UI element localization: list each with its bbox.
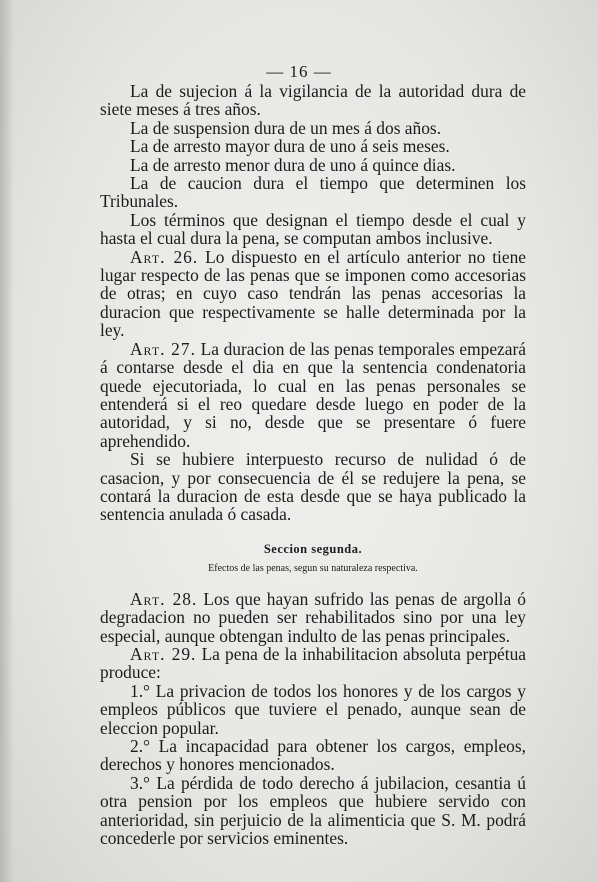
paragraph <box>100 174 526 211</box>
article-label: Art. 28. <box>130 588 198 609</box>
paragraph-text: La duracion de las penas temporales empezará á contarse desde el dia en que la sentencia condenatoria quede ejecutoriada, lo cual en las penas personales se entenderá si el reo quedare desde luego en poder de la autoridad, y si no, desde que se presentare ó fuere aprehendido. <box>100 338 526 451</box>
paragraph <box>100 156 526 174</box>
section-subtitle: Efectos de las penas, segun su naturaleza respectiva. <box>208 562 418 574</box>
article-label: Art. 27. <box>130 338 196 359</box>
body-text <box>100 82 526 847</box>
article-paragraph <box>100 590 526 645</box>
page-number: — 16 — <box>266 62 332 81</box>
paragraph-text: La de arresto menor dura de uno á quince dias. <box>130 154 456 175</box>
paragraph-text: La pérdida de todo derecho á jubilacion, cesantia ú otra pension por los empleos que hubiere servido con anterioridad, sin perjuicio de la alimenticia que S. M. podrá concederle por servicios eminentes. <box>100 772 526 849</box>
paragraph-text: Lo dispuesto en el artículo anterior no tiene lugar respecto de las penas que se imponen como accesorias de otras; en cuyo caso tendrán las penas accesorias la duracion que respectivamente se halle determinada por la ley. <box>100 246 526 341</box>
paragraph <box>100 82 526 119</box>
list-number: 3.° <box>130 772 150 793</box>
paragraph-text: Los que hayan sufrido las penas de argolla ó degradacion no pueden ser rehabilitados sino por una ley especial, aunque obtengan indulto de las penas principales. <box>100 588 526 646</box>
paragraph-text: Si se hubiere interpuesto recurso de nulidad ó de casacion, y por consecuencia de él se redujere la pena, se contará la duracion de esta desde que se haya publicado la sentencia anulada ó casada. <box>100 449 526 525</box>
article-label: Art. 29. <box>130 643 197 664</box>
section-heading: Seccion segunda. <box>263 541 363 556</box>
paragraph-text: La de arresto mayor dura de uno á seis meses. <box>130 136 450 157</box>
article-paragraph <box>100 340 526 450</box>
list-item <box>100 682 526 737</box>
paragraph-text: La pena de la inhabilitacion absoluta perpétua produce: <box>100 643 526 683</box>
list-item <box>100 774 526 848</box>
paragraph-text: Los términos que designan el tiempo desde el cual y hasta el cual dura la pena, se computan ambos inclusive. <box>100 209 526 249</box>
paragraph <box>100 211 526 248</box>
article-paragraph <box>100 248 526 340</box>
article-paragraph <box>100 645 526 682</box>
paragraph-text: La privacion de todos los honores y de los cargos y empleos públicos que tuviere el penado, aunque sean de eleccion popular. <box>100 680 526 738</box>
list-number: 2.° <box>130 736 150 756</box>
list-number: 1.° <box>130 680 150 701</box>
paragraph-text: La de sujecion á la vigilancia de la autoridad dura de siete meses á tres años. <box>100 81 526 120</box>
article-label: Art. 26. <box>130 246 199 267</box>
paragraph-text: La incapacidad para obtener los cargos, empleos, derechos y honores mencionados. <box>100 736 526 775</box>
paragraph-text: La de suspension dura de un mes á dos años. <box>130 117 442 138</box>
paragraph <box>100 450 526 524</box>
list-item <box>100 737 526 774</box>
paragraph-text: La de caucion dura el tiempo que determinen los Tribunales. <box>100 173 526 212</box>
paragraph <box>100 119 526 137</box>
paragraph <box>100 137 526 155</box>
